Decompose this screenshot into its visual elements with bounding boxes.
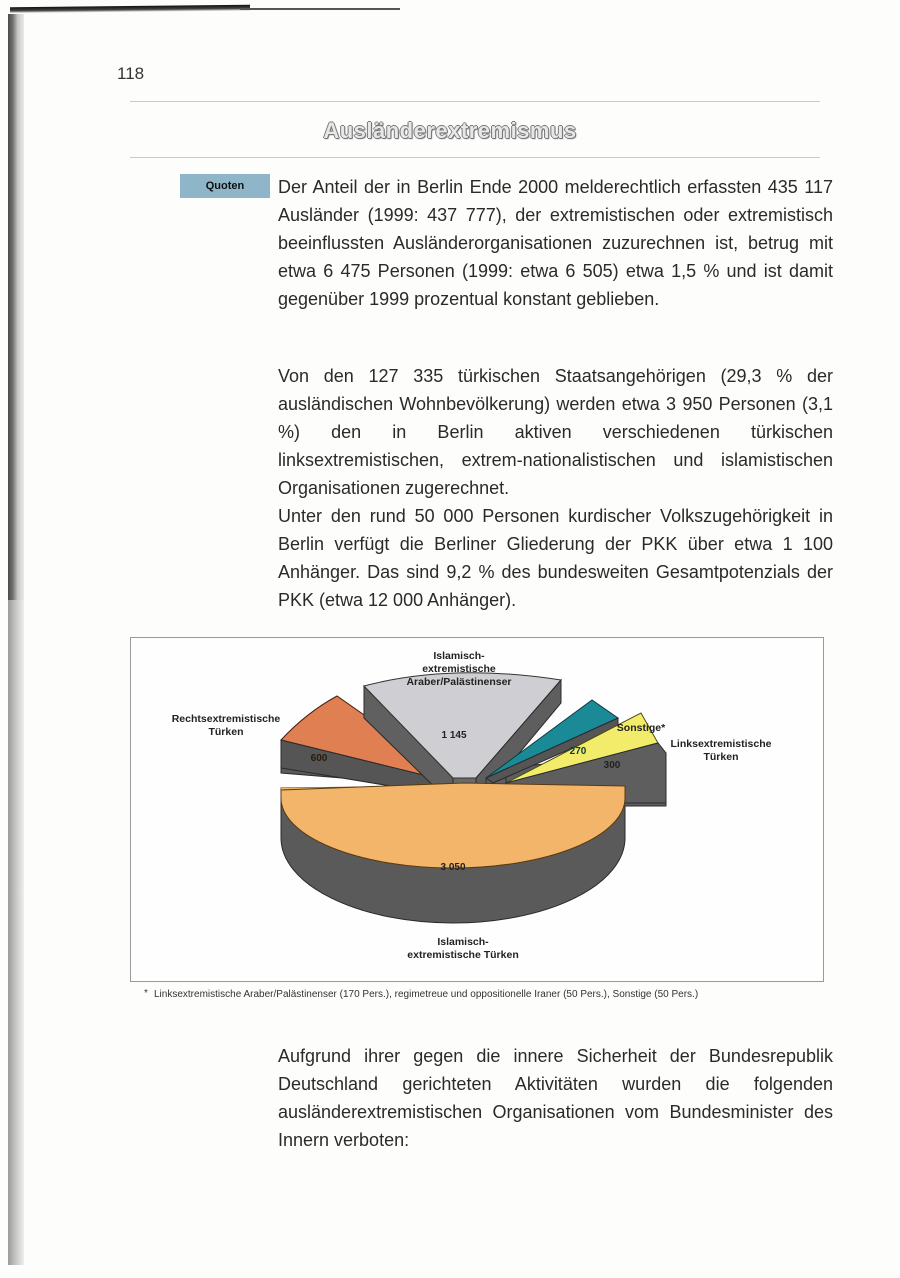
title-rule-top (130, 101, 820, 102)
label-links-tuerken: Linksextremistische Türken (670, 738, 772, 763)
value-label-islam-tuerken: 3 050 (440, 862, 466, 873)
chart-footnote (144, 988, 699, 1000)
footnote-marker: * (144, 988, 148, 999)
book-spine-shadow-lower (8, 600, 24, 1265)
label-sonstige: Sonstige* (616, 722, 666, 734)
page-title: Ausländerextremismus (323, 118, 577, 143)
paragraph-quoten: Der Anteil der in Berlin Ende 2000 melderechtlich erfassten 435 117 Ausländer (1999: 437 777), der extremistischen oder extremistisch beeinflussten Ausländerorganisationen zuzurechnen ist, betrug mit etwa 6 475 Personen (1999: etwa 6 505) etwa 1,5 % und ist damit gegenüber 1999 prozentual konstant geblieben. (278, 177, 833, 309)
value-label-islam-araber: 1 145 (441, 730, 467, 741)
footnote-text: Linksextremistische Araber/Palästinenser (170 Pers.), regimetreue und oppositionelle Iraner (50 Pers.), Sonstige (50 Pers.) (154, 989, 699, 1000)
label-islam-araber: Islamisch- extremistische Araber/Palästinenser (406, 650, 512, 688)
value-label-sonstige: 270 (569, 746, 587, 757)
title-rule-bottom (130, 157, 820, 158)
label-rechts-tuerken: Rechtsextremistische Türken (171, 713, 281, 738)
page-number: 118 (117, 64, 145, 83)
value-label-links-tuerken: 300 (603, 760, 621, 771)
sidebar-tag-quoten: Quoten (180, 174, 270, 198)
page-top-edge (10, 5, 250, 14)
pie-chart (131, 638, 823, 981)
paragraph-pkk: Unter den rund 50 000 Personen kurdischer Volkszugehörigkeit in Berlin verfügt die Berliner Gliederung der PKK über etwa 1 100 Anhänger. Das sind 9,2 % des bundesweiten Gesamtpotenzials der PKK (etwa 12 000 Anhänger). (278, 506, 833, 610)
paragraph-verbote: Aufgrund ihrer gegen die innere Sicherheit der Bundesrepublik Deutschland gerichteten Aktivitäten wurden die folgenden ausländerextremistischen Organisationen vom Bundesminister des Innern verboten: (278, 1046, 833, 1150)
value-label-rechts-tuerken: 600 (310, 753, 328, 764)
paragraph-tuerkische: Von den 127 335 türkischen Staatsangehörigen (29,3 % der ausländischen Wohnbevölkerung) werden etwa 3 950 Personen (3,1 %) den in Berlin aktiven verschiedenen türkischen linksextremistischen, extrem-nationalistischen und islamistischen Organisationen zugerechnet. (278, 366, 833, 498)
page-top-edge-line (240, 8, 400, 10)
label-islam-tuerken: Islamisch- extremistische Türken (407, 936, 519, 961)
pie-chart-frame (130, 637, 824, 982)
